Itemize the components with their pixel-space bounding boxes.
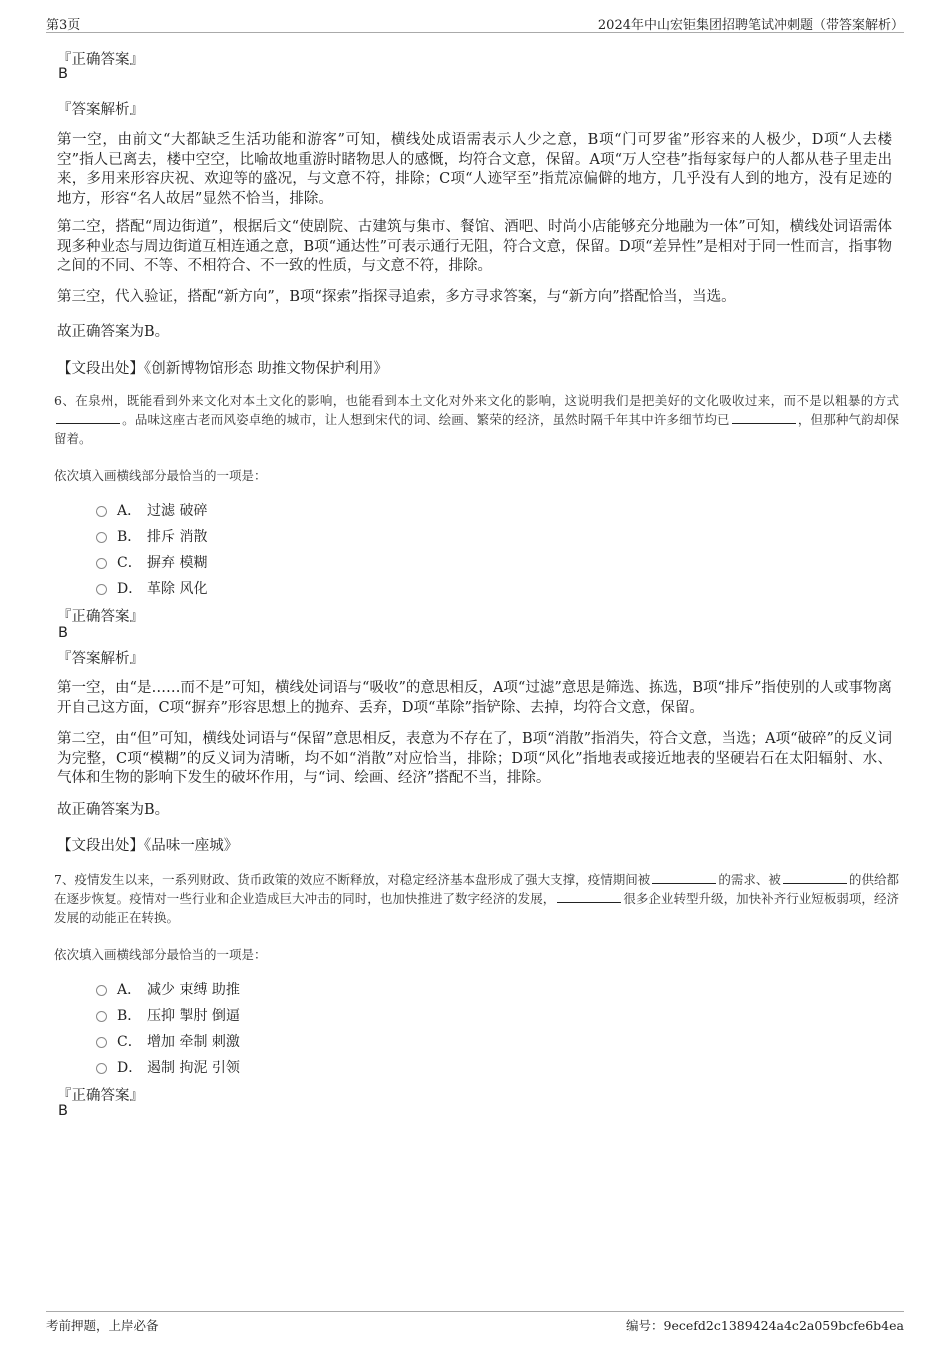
radio-icon[interactable]	[96, 985, 107, 996]
blank	[557, 890, 621, 903]
correct-answer-label: 『正确答案』	[57, 52, 144, 68]
radio-icon[interactable]	[96, 584, 107, 595]
option-b[interactable]: B． 排斥 消散	[96, 526, 207, 546]
conclusion: 故正确答案为B。	[57, 324, 170, 340]
correct-answer-label: 『正确答案』	[57, 609, 144, 625]
analysis-paragraph: 第二空，搭配“周边街道”，根据后文“使剧院、古建筑与集市、餐馆、酒吧、时尚小店能够充分地融为一体”可知，横线处词语需体现多种业态与周边街道互相连通之意，B项“通达性”可表示通行无阻，符合文意，保留。D项“差异性”是相对于同一性而言，指事物之间的不同、不等、不相符合、不一致的性质，与文意不符，排除。	[57, 219, 892, 274]
analysis-paragraph: 第一空，由前文“大都缺乏生活功能和游客”可知，横线处成语需表示人少之意，B项“门可罗雀”形容来的人极少，D项“人去楼空”指人已离去，楼中空空，比喻故地重游时睹物思人的感慨，均符合文意，保留。A项“万人空巷”指每家每户的人都从巷子里走出来，多用来形容庆祝、欢迎等的盛况，与文意不符，排除；C项“人迹罕至”指荒凉偏僻的地方，几乎没有人到的地方，没有足迹的地方，形容“名人故居”显然不恰当，排除。	[57, 132, 892, 207]
answer-value: B	[58, 1103, 68, 1119]
footer-slogan: 考前押题，上岸必备	[46, 1318, 159, 1333]
source-citation: 【文段出处】《创新博物馆形态 助推文物保护利用》	[57, 361, 388, 377]
page-header	[46, 12, 904, 33]
conclusion: 故正确答案为B。	[57, 802, 170, 818]
option-c[interactable]: C． 摒弃 模糊	[96, 552, 207, 572]
answer-value: B	[58, 66, 68, 82]
blank	[783, 871, 847, 884]
question-6-text: 6、在泉州，既能看到外来文化对本土文化的影响，也能看到本土文化对外来文化的影响，这说明我们是把美好的文化吸收过来，而不是以粗暴的方式。品味这座古老而风姿卓绝的城市，让人想到宋代的词、绘画、繁荣的经济，虽然时隔千年其中许多细节均已 ，但那种气韵却保留着。	[54, 393, 899, 446]
radio-icon[interactable]	[96, 558, 107, 569]
radio-icon[interactable]	[96, 1011, 107, 1022]
question-prompt: 依次填入画横线部分最恰当的一项是：	[54, 468, 267, 483]
analysis-label: 『答案解析』	[57, 651, 144, 667]
option-c[interactable]: C． 增加 牵制 刺激	[96, 1031, 240, 1051]
option-d[interactable]: D． 革除 风化	[96, 578, 207, 598]
analysis-paragraph: 第一空，由“是……而不是”可知，横线处词语与“吸收”的意思相反，A项“过滤”意思是筛选、拣选，B项“排斥”指使别的人或事物离开自己这方面，C项“摒弃”形容思想上的抛弃、丢弃，D项“革除”指铲除、去掉，均符合文意，保留。	[57, 680, 892, 716]
page-footer	[46, 1311, 904, 1333]
analysis-paragraph: 第二空，由“但”可知，横线处词语与“保留”意思相反，表意为不存在了，B项“消散”指消失，符合文意，当选；A项“破碎”的反义词为完整，C项“模糊”的反义词为清晰，均不如“消散”对应恰当，排除；D项“风化”指地表或接近地表的坚硬岩石在太阳辐射、水、气体和生物的影响下发生的破坏作用，与“词、绘画、经济”搭配不当，排除。	[57, 731, 892, 786]
document-title: 2024年中山宏钜集团招聘笔试冲刺题（带答案解析）	[597, 18, 904, 33]
radio-icon[interactable]	[96, 1037, 107, 1048]
option-d[interactable]: D． 遏制 拘泥 引领	[96, 1057, 240, 1077]
source-citation: 【文段出处】《品味一座城》	[57, 838, 239, 854]
radio-icon[interactable]	[96, 506, 107, 517]
radio-icon[interactable]	[96, 532, 107, 543]
option-b[interactable]: B． 压抑 掣肘 倒逼	[96, 1005, 240, 1025]
blank	[652, 871, 716, 884]
question-7-text: 7、疫情发生以来，一系列财政、货币政策的效应不断释放，对稳定经济基本盘形成了强大支撑，疫情期间被 的需求、被 的供给都在逐步恢复。疫情对一些行业和企业造成巨大冲击的同时，也加快推进了数字经济的发展， 很多企业转型升级，加快补齐行业短板弱项，经济发展的动能正在转换。	[54, 872, 899, 925]
page-number: 第3页	[46, 18, 81, 33]
option-a[interactable]: A． 减少 束缚 助推	[96, 979, 240, 999]
analysis-label: 『答案解析』	[57, 102, 144, 118]
correct-answer-label: 『正确答案』	[57, 1088, 144, 1104]
analysis-paragraph: 第三空，代入验证，搭配“新方向”，B项“探索”指探寻追索，多方寻求答案，与“新方向”搭配恰当，当选。	[57, 289, 736, 305]
document-id: 编号：9ecefd2c1389424a4c2a059bcfe6b4ea	[626, 1318, 904, 1333]
option-a[interactable]: A． 过滤 破碎	[96, 500, 207, 520]
blank	[732, 411, 796, 424]
answer-value: B	[58, 625, 68, 641]
blank	[56, 411, 120, 424]
radio-icon[interactable]	[96, 1063, 107, 1074]
question-prompt: 依次填入画横线部分最恰当的一项是：	[54, 947, 267, 962]
